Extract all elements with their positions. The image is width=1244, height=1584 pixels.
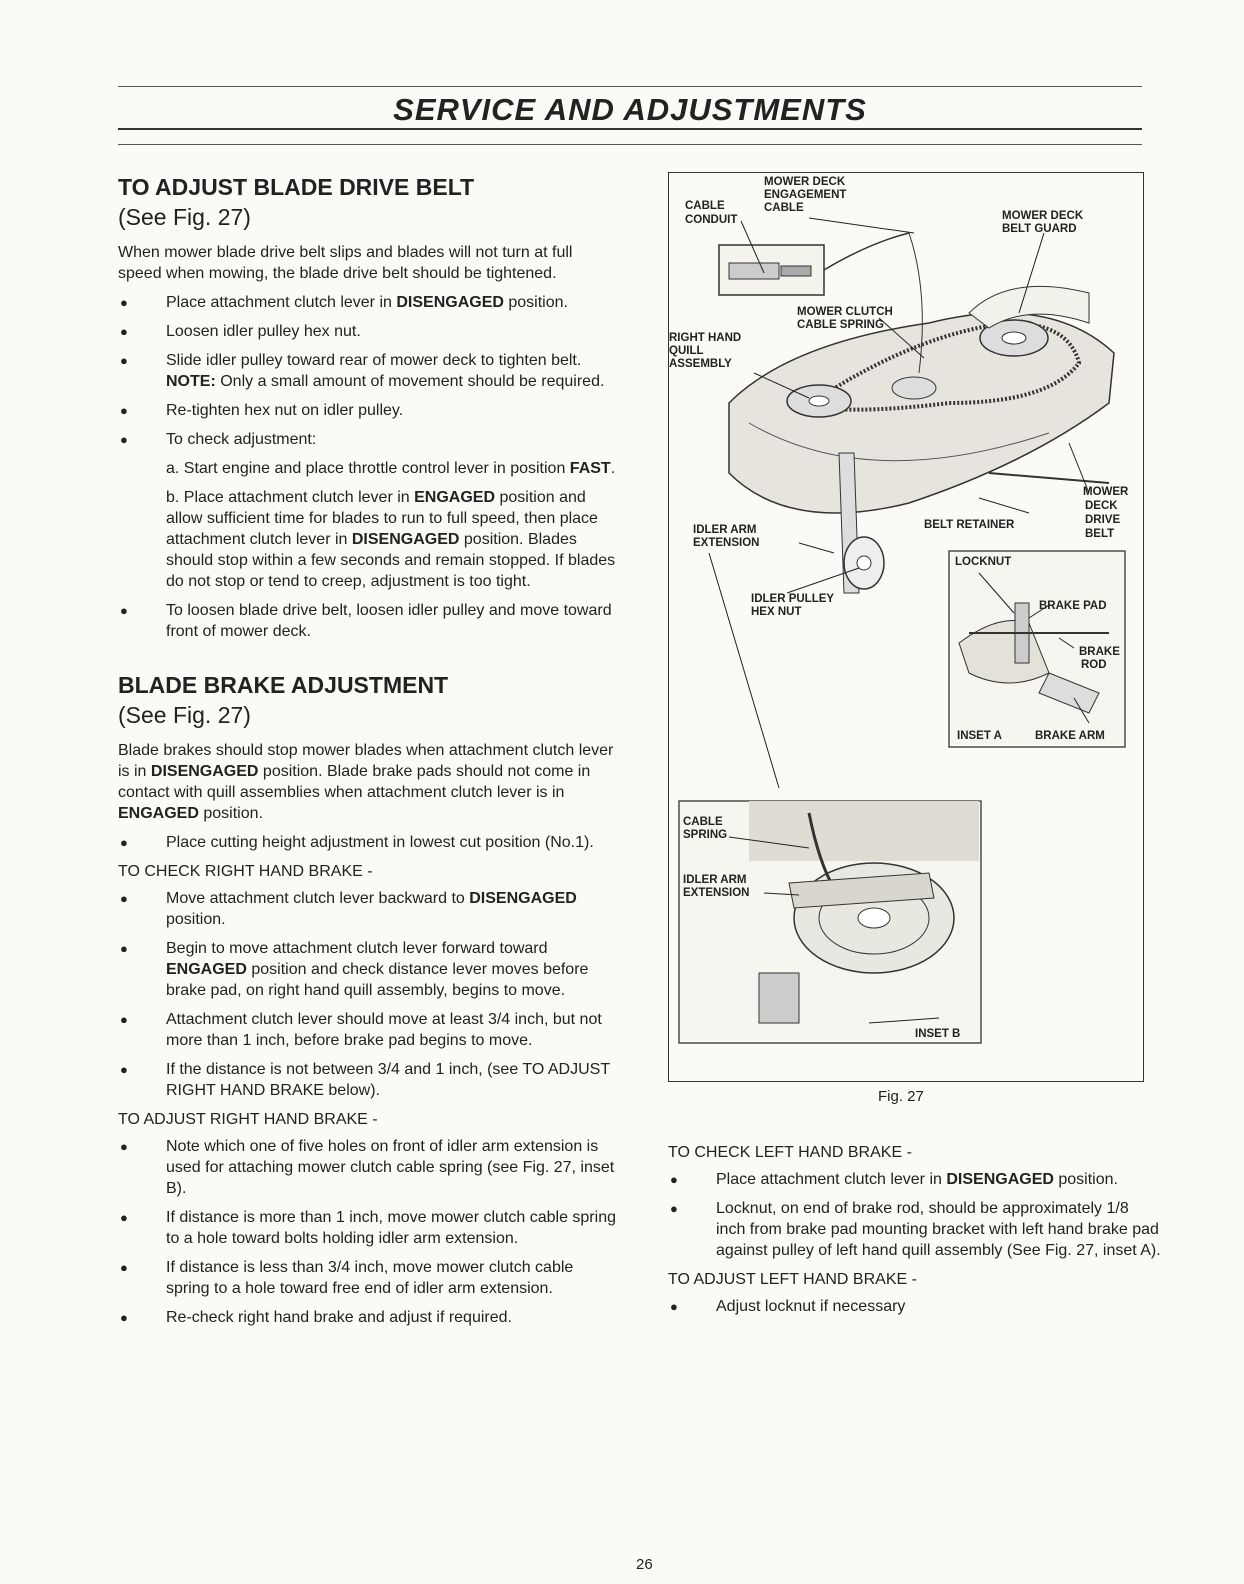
label-idler-arm-ext-2: EXTENSION bbox=[693, 537, 760, 549]
bullet-icon: ● bbox=[120, 1062, 128, 1077]
label-belt-guard-2: BELT GUARD bbox=[1002, 223, 1077, 235]
lh-quill-hub bbox=[1002, 332, 1026, 344]
label-rh-quill-3: ASSEMBLY bbox=[669, 358, 732, 370]
label-drive-belt-1: MOWER bbox=[1083, 486, 1129, 498]
label-cable-conduit-1: CABLE bbox=[685, 200, 725, 212]
label-inset-b: INSET B bbox=[915, 1028, 961, 1040]
blade-drive-heading: TO ADJUST BLADE DRIVE BELT bbox=[118, 174, 475, 200]
gauge-wheel-hub bbox=[857, 556, 871, 570]
sub-step-b: b. Place attachment clutch lever in ENGAGED position and allow sufficient time for blades to run to full speed, then place attachment clutch lever in DISENGAGED position. Blades should stop within a few seconds and remain stopped. If blades do not stop or tend to creep, adjustment is too tight. bbox=[166, 489, 616, 590]
blade-drive-subheading: (See Fig. 27) bbox=[118, 204, 251, 230]
label-b-idler-arm-1: IDLER ARM bbox=[683, 874, 747, 886]
label-cable-spring-2: SPRING bbox=[683, 829, 728, 841]
list-item: ● Slide idler pulley toward rear of mower deck to tighten belt. NOTE: Only a small amount of movement should be required. bbox=[120, 352, 605, 390]
bullet-icon: ● bbox=[120, 1139, 128, 1154]
left-column bbox=[118, 172, 618, 1336]
label-belt-guard-1: MOWER DECK bbox=[1002, 210, 1084, 222]
list-item: ● Loosen idler pulley hex nut. bbox=[120, 323, 361, 340]
list-item: ● If the distance is not between 3/4 and 1 inch, (see TO ADJUST RIGHT HAND BRAKE below). bbox=[120, 1061, 610, 1099]
list-item: ● Place cutting height adjustment in lowest cut position (No.1). bbox=[120, 834, 594, 851]
bullet-icon: ● bbox=[120, 891, 128, 906]
bullet-icon: ● bbox=[120, 403, 128, 418]
label-brake-arm: BRAKE ARM bbox=[1035, 730, 1105, 742]
label-rh-quill-1: RIGHT HAND bbox=[669, 332, 742, 344]
list-item: ● Attachment clutch lever should move at least 3/4 inch, but not more than 1 inch, before brake pad begins to move. bbox=[120, 1011, 602, 1049]
engagement-cable-line bbox=[824, 233, 909, 270]
page-title: SERVICE AND ADJUSTMENTS bbox=[393, 92, 867, 127]
label-clutch-spring-1: MOWER CLUTCH bbox=[797, 306, 893, 318]
right-column bbox=[668, 1142, 1162, 1325]
bullet-icon: ● bbox=[120, 353, 128, 368]
figure-caption: Fig. 27 bbox=[878, 1088, 924, 1105]
label-engagement-cable-3: CABLE bbox=[764, 202, 804, 214]
list-item: ● Re-check right hand brake and adjust if required. bbox=[120, 1309, 512, 1326]
idler-pulley bbox=[892, 377, 936, 399]
list-item: ● To loosen blade drive belt, loosen idler pulley and move toward front of mower deck. bbox=[120, 602, 612, 640]
label-idler-arm-ext-1: IDLER ARM bbox=[693, 524, 757, 536]
label-idler-hex-1: IDLER PULLEY bbox=[751, 593, 835, 605]
deck-linkage-bar bbox=[989, 473, 1109, 483]
cable-conduit-fitting bbox=[729, 263, 779, 279]
list-item: ● If distance is less than 3/4 inch, move mower clutch cable spring to a hole toward free end of idler arm extension. bbox=[120, 1259, 574, 1297]
label-cable-conduit-2: CONDUIT bbox=[685, 214, 738, 226]
cable-conduit-end bbox=[781, 266, 811, 276]
header-bottom-rule bbox=[118, 128, 1142, 130]
figure-27 bbox=[668, 172, 1144, 1082]
bullet-icon: ● bbox=[120, 1210, 128, 1225]
list-item: ● To check adjustment: bbox=[120, 431, 317, 448]
label-cable-spring-1: CABLE bbox=[683, 816, 723, 828]
label-drive-belt-2: DECK bbox=[1085, 500, 1118, 512]
list-item: ● Move attachment clutch lever backward to DISENGAGED position. bbox=[120, 890, 577, 928]
bullet-icon: ● bbox=[120, 432, 128, 447]
list-item: ● Note which one of five holes on front of idler arm extension is used for attaching mower clutch cable spring (see Fig. 27, inset B). bbox=[120, 1138, 615, 1197]
rh-quill-hub bbox=[809, 396, 829, 406]
list-item: ● Locknut, on end of brake rod, should be approximately 1/8 inch from brake pad mounting bracket with left hand brake pad against pulley of left hand quill assembly (See Fig. 27, inset A). bbox=[670, 1200, 1161, 1259]
page-number: 26 bbox=[636, 1556, 653, 1573]
brake-intro: Blade brakes should stop mower blades when attachment clutch lever is in DISENGAGED position. Blade brake pads should not come in contact with quill assemblies when attachment clutch lever is in ENGAGED position. bbox=[118, 742, 614, 822]
label-belt-retainer: BELT RETAINER bbox=[924, 519, 1015, 531]
brake-subheading: (See Fig. 27) bbox=[118, 702, 251, 728]
label-engagement-cable-1: MOWER DECK bbox=[764, 176, 846, 188]
inset-b-bolt-plate bbox=[759, 973, 799, 1023]
label-brake-rod-1: BRAKE bbox=[1079, 646, 1120, 658]
bullet-icon: ● bbox=[120, 1260, 128, 1275]
bullet-icon: ● bbox=[120, 941, 128, 956]
inset-b-hub bbox=[858, 908, 890, 928]
header-top-rule bbox=[118, 86, 1142, 87]
bullet-icon: ● bbox=[670, 1172, 678, 1187]
label-inset-a: INSET A bbox=[957, 730, 1002, 742]
check-lh-heading: TO CHECK LEFT HAND BRAKE - bbox=[668, 1144, 912, 1161]
label-b-idler-arm-2: EXTENSION bbox=[683, 887, 750, 899]
list-item: ● Begin to move attachment clutch lever forward toward ENGAGED position and check distance lever moves before brake pad, on right hand quill assembly, begins to move. bbox=[120, 940, 589, 999]
label-brake-pad: BRAKE PAD bbox=[1039, 600, 1107, 612]
check-rh-heading: TO CHECK RIGHT HAND BRAKE - bbox=[118, 863, 373, 880]
bullet-icon: ● bbox=[670, 1299, 678, 1314]
brake-heading: BLADE BRAKE ADJUSTMENT bbox=[118, 672, 449, 698]
bullet-icon: ● bbox=[120, 1012, 128, 1027]
bullet-icon: ● bbox=[670, 1201, 678, 1216]
list-item: ● Adjust locknut if necessary bbox=[670, 1298, 906, 1315]
bullet-icon: ● bbox=[120, 295, 128, 310]
adjust-rh-heading: TO ADJUST RIGHT HAND BRAKE - bbox=[118, 1111, 378, 1128]
bullet-icon: ● bbox=[120, 835, 128, 850]
list-item: ● If distance is more than 1 inch, move mower clutch cable spring to a hole toward bolts holding idler arm extension. bbox=[120, 1209, 616, 1247]
header-bottom-rule-2 bbox=[118, 144, 1142, 145]
list-item: ● Re-tighten hex nut on idler pulley. bbox=[120, 402, 404, 419]
label-idler-hex-2: HEX NUT bbox=[751, 606, 802, 618]
label-drive-belt-3: DRIVE bbox=[1085, 514, 1121, 526]
inset-b-deck bbox=[749, 801, 979, 861]
label-brake-rod-2: ROD bbox=[1081, 659, 1107, 671]
bullet-icon: ● bbox=[120, 324, 128, 339]
bullet-icon: ● bbox=[120, 603, 128, 618]
adjust-lh-heading: TO ADJUST LEFT HAND BRAKE - bbox=[668, 1271, 917, 1288]
label-drive-belt-4: BELT bbox=[1085, 528, 1115, 540]
sub-step-a: a. Start engine and place throttle control lever in position FAST. bbox=[166, 460, 616, 477]
list-item: ● Place attachment clutch lever in DISENGAGED position. bbox=[670, 1171, 1118, 1188]
blade-drive-intro: When mower blade drive belt slips and blades will not turn at full speed when mowing, the blade drive belt should be tightened. bbox=[118, 244, 573, 282]
mower-deck-diagram bbox=[669, 173, 1143, 1081]
list-item: ● Place attachment clutch lever in DISENGAGED position. bbox=[120, 294, 568, 311]
label-locknut: LOCKNUT bbox=[955, 556, 1012, 568]
label-rh-quill-2: QUILL bbox=[669, 345, 704, 357]
label-engagement-cable-2: ENGAGEMENT bbox=[764, 189, 847, 201]
label-clutch-spring-2: CABLE SPRING bbox=[797, 319, 884, 331]
bullet-icon: ● bbox=[120, 1310, 128, 1325]
